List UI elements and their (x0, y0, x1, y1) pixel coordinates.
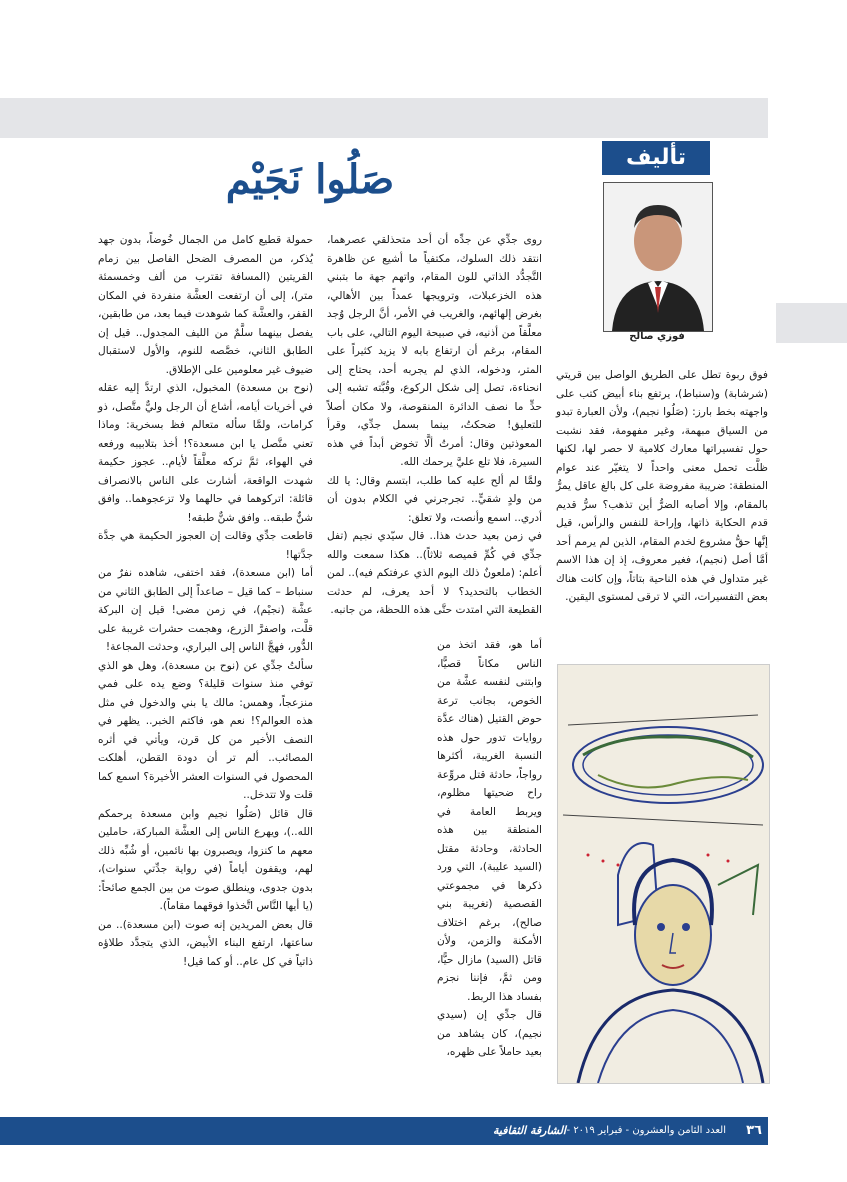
page-footer (0, 1117, 768, 1145)
paragraph: قاطعت جدِّي وقالت إن العجوز الحكيمة هي جدَّة جدَّتها! (98, 530, 313, 561)
author-photo (603, 182, 713, 332)
paragraph: سألتُ جدِّي عن (نوح بن مسعدة)، وهل هو الذي توفي منذ سنوات قليلة؟ وضع يده على فمي منزعجاً، وهمس: مالك يا بني والدخول في مثل هذه العوالم؟! نعم هو، فاكتم الخبر.. يظهر في النصف الأخير من كل قرن، ويأتي في أثره المصائب.. ألم تر أن دودة القطن، أهلكت المحصول في السنوات العشر الأخيرة؟ اسمع كما قلت ولا تتدخل.. (98, 659, 313, 801)
header-band (0, 98, 768, 138)
magazine-logo: الشارقة الثقافية (493, 1124, 566, 1137)
paragraph: أما (ابن مسعدة)، فقد اختفى، شاهده نفرٌ من سنباط – كما قيل – صاعداً إلى الطابق الثاني من عشَّة (نجيْم)، في زمن مضى! قيل إن البركة قلَّت، واصفرَّ الزرع، وهجمت حشرات غريبة على الدُّور، فهجَّ الناس إلى البراري، وحدثت المجاعة! (98, 567, 313, 653)
paragraph: روى جدِّي عن جدِّه أن أحد متحذلقي عصرهما، انتقد ذلك السلوك، مكتفياً ما أشيع عن ظاهرة التَّجدُّد الذاتي للون المقام، واتهم جهة ما بتبني هذه الخزعبلات، وترويجها عمداً بين الأهالي، بغرض إلهائهم، والغريب في الأمر، أنَّ الرجل وُجد معلَّقاً من أذنيه، في صبيحة اليوم التالي، على باب المقام، برغم أن ارتفاع بابه لا يزيد كثيراً على المتر، ودخوله، الذي لم يجربه أحد، يحتاج إلى انحناءة، تصل إلى شكل الركوع، وقُبَّته تشبه إلى حدٍّ ما نصف الدائرة المنقوصة، ولا مكان أصلاً للتعليق! ضحكتُ، بينما بسمل جدِّي، وقرأ المعوذتين وقال: أمرتُ ألَّا تخوض أبداً في هذه السيرة، فلا تلع عليَّ يرحمك الله. (327, 234, 542, 468)
text-column-3 (98, 231, 313, 971)
page-number: ٣٦ (746, 1123, 762, 1138)
side-band (776, 303, 847, 343)
section-label: تأليف (602, 141, 710, 175)
paragraph: حمولة قطيع كامل من الجمال خُوضاً، بدون جهد يُذكر، من المصرف الضحل الفاصل بين زمام القريتين (المسافة تقترب من ألف وخمسمئة متر)، إلى أن ارتفعت العشَّة منفردة في المكان القفر، والعشَّة كما شوهدت فيما بعد، من طابقين، يفصل بينهما سلَّمٌ من الليف المجدول.. قيل إن الطابق الثاني، خصَّصه للنوم، والأول لاستقبال ضيوف غير معلومين على الإطلاق. (98, 234, 313, 376)
article-title: صَلُوا نَجَيْم (225, 156, 395, 203)
paragraph: ولمَّا لم ألح عليه كما طلب، ابتسم وقال: يا لك من ولدٍ شقيٍّ.. تجرجرني في الكلام بدون أن أدري.. اسمع وأنصت، ولا تعلق: (327, 474, 542, 524)
paragraph: (نوح بن مسعدة) المخبول، الذي ارتدَّ إليه عقله في أخريات أيامه، أشاع أن الرجل وليٌّ متَّصل، ذو كرامات، ولمَّا سأله متعالم فظ بسخرية: وماذا تعني متَّصل يا ابن مسعدة؟! أخذ بتلابيبه ورفعه في الهواء، ثمَّ تركه معلَّقاً لأيام.. عجوز حكيمة شهدت الواقعة، أشارت على الناس بالانصراف قائلة: اتركوهما في حالهما ولا تزعجوهما.. وافق شنٌّ طبقه.. وافق شنٌّ طبقه! (98, 382, 313, 524)
paragraph: قال قائل (صَلُوا نجيم وابن مسعدة يرحمكم الله..)، ويهرع الناس إلى العشَّة المباركة، حاملين معهم ما كنزوا، ويصبرون بها نائمين، أو شُبِّه ذلك لهم، ويقفون أياماً (في رواية جدِّتي سنوات)، بدون جدوى، وينطلق صوت من بين الجمع صائحاً: (يا أيها النَّاس اتَّخذوا فوقهما مقاماً). (98, 807, 313, 912)
author-name: فوزي صالح (629, 331, 685, 342)
text-column-1 (556, 366, 768, 607)
paragraph: قال جدِّي إن (سيدي نجيم)، كان يشاهد من بعيد حاملاً على ظهره، (437, 1009, 542, 1058)
paragraph: في زمن بعيد حدث هذا.. قال سيّدي نجيم (تفل جدِّي في كُمِّ قميصه ثلاثاً).. هكذا سمعت والله أعلم: (ملعونٌ ذلك اليوم الذي عرفتكم فيه).. لمن الخطاب بالتحديد؟ لا أحد يعرف، لم حدثت القطيعة التي امتدت حتَّى هذه اللحظة، من جانبه. (327, 530, 542, 616)
issue-info: العدد الثامن والعشرون - فبراير ٢٠١٩ - (566, 1125, 726, 1136)
paragraph: قال بعض المريدين إنه صوت (ابن مسعدة).. من ساعتها، ارتفع البناء الأبيض، الذي يتجدَّد طلاؤه ذاتياً في كل عام.. أو كما قيل! (98, 918, 313, 968)
paragraph: فوق ربوة تطل على الطريق الواصل بين قريتي (شرشابة) و(سنباط)، يرتفع بناء أبيض كتب على واجهته بخط بارز: (صَلُوا نجيم)، ولأن العبارة تبدو من السياق مبهمة، وغير مفهومة، فقد نشبت حول تفسيراتها معارك كلامية لا حصر لها، لكنها ظلَّت تحمل معنى واحداً لا يتغيّر عند عوام المنطقة: ضريبة مفروضة على كل بالغ عاقل يمرُّ بالمقام، وإلا أصابه الضرُّ أين تذهب؟ سرُّ قديم قدم الحكاية ذاتها، وإراحة للنفس والرأس، قيل إنَّها حقُّ مشروع لخدم المقام، الذين لم يرمم أحد أمَّا أصل (نجيم)، فغير معروف، إذ إن هذا الاسم غير متداول في هذه الناحية بتاتاً، وإن كانت هناك بعض التفسيرات، التي لا ترقى لمستوى اليقين. (556, 369, 768, 603)
text-column-2-continued (437, 636, 542, 1062)
paragraph: أما هو، فقد اتخذ من الناس مكاناً قصيًّا، وابتنى لنفسه عشَّة من الخوص، بجانب ترعة حوض القتيل (هناك عدَّة روايات تدور حول هذه النسبة الغريبة، أكثرها رواجاً، حادثة قتل مروِّعة راح ضحيتها مظلوم، ويربط العامة في المنطقة بين هذه الحادثة، وحادثة مقتل (السيد عليبة)، التي ورد ذكرها في مجموعتي القصصية (تغريبة بني صالح)، برغم اختلاف الأمكنة والزمن، ولأن قاتل (السيد) مازال حيًّا، ومن ثمَّ، فإننا نجزم بفساد هذا الربط. (437, 639, 542, 1003)
text-column-2 (327, 231, 542, 620)
illustration-painting (557, 664, 770, 1084)
